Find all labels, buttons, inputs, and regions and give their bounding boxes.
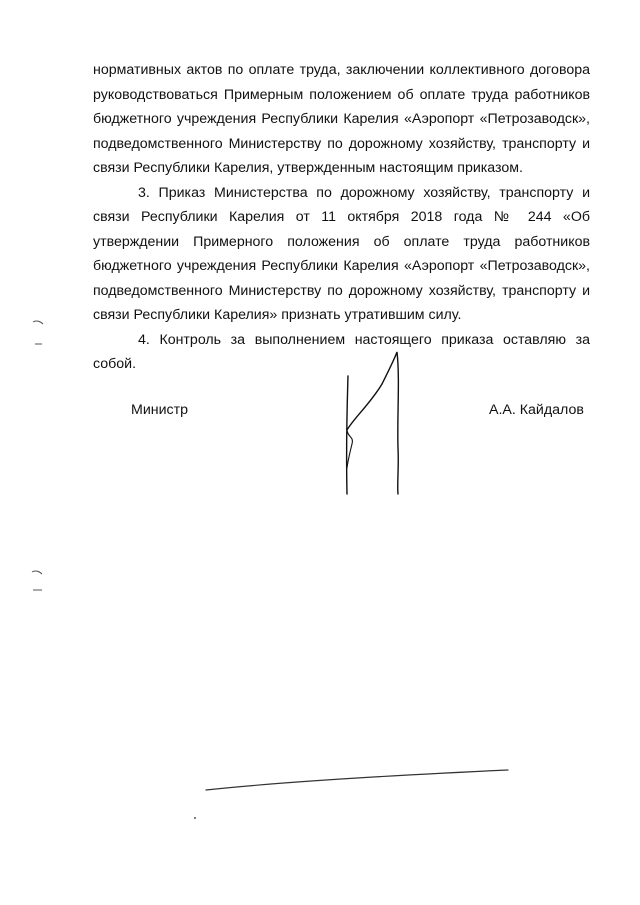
signatory-title: Министр: [131, 402, 188, 418]
paragraph-continuation: нормативных актов по оплате труда, заключении коллективного договора руководствоваться Примерным положением об оплате труда работников бюджетного учреждения Республики Карелия «Аэропорт «Петрозаводск», подведомственного Министерству по дорожному хозяйству, транспорту и связи Республики Карелия, утвержденным настоящим приказом.: [93, 62, 590, 176]
scan-mark: [32, 571, 42, 574]
document-body: [93, 58, 590, 377]
paragraph-item-3: 3. Приказ Министерства по дорожному хозяйству, транспорту и связи Республики Карелия от 11 октября 2018 года № 244 «Об утверждении Примерного положения об оплате труда работников бюджетного учреждения Республики Карелия «Аэропорт «Петрозаводск», подведомственного Министерству по дорожному хозяйству, транспорту и связи Республики Карелия» признать утратившим силу.: [93, 184, 590, 323]
scan-mark: [33, 321, 43, 324]
signatory-name: А.А. Кайдалов: [489, 402, 584, 418]
signature-block: [0, 400, 640, 424]
pen-stroke: [206, 770, 508, 790]
handwritten-signature: [330, 348, 420, 504]
paragraph-item-4: 4. Контроль за выполнением настоящего приказа оставляю за собой.: [93, 331, 590, 372]
scan-dot: [194, 817, 196, 819]
